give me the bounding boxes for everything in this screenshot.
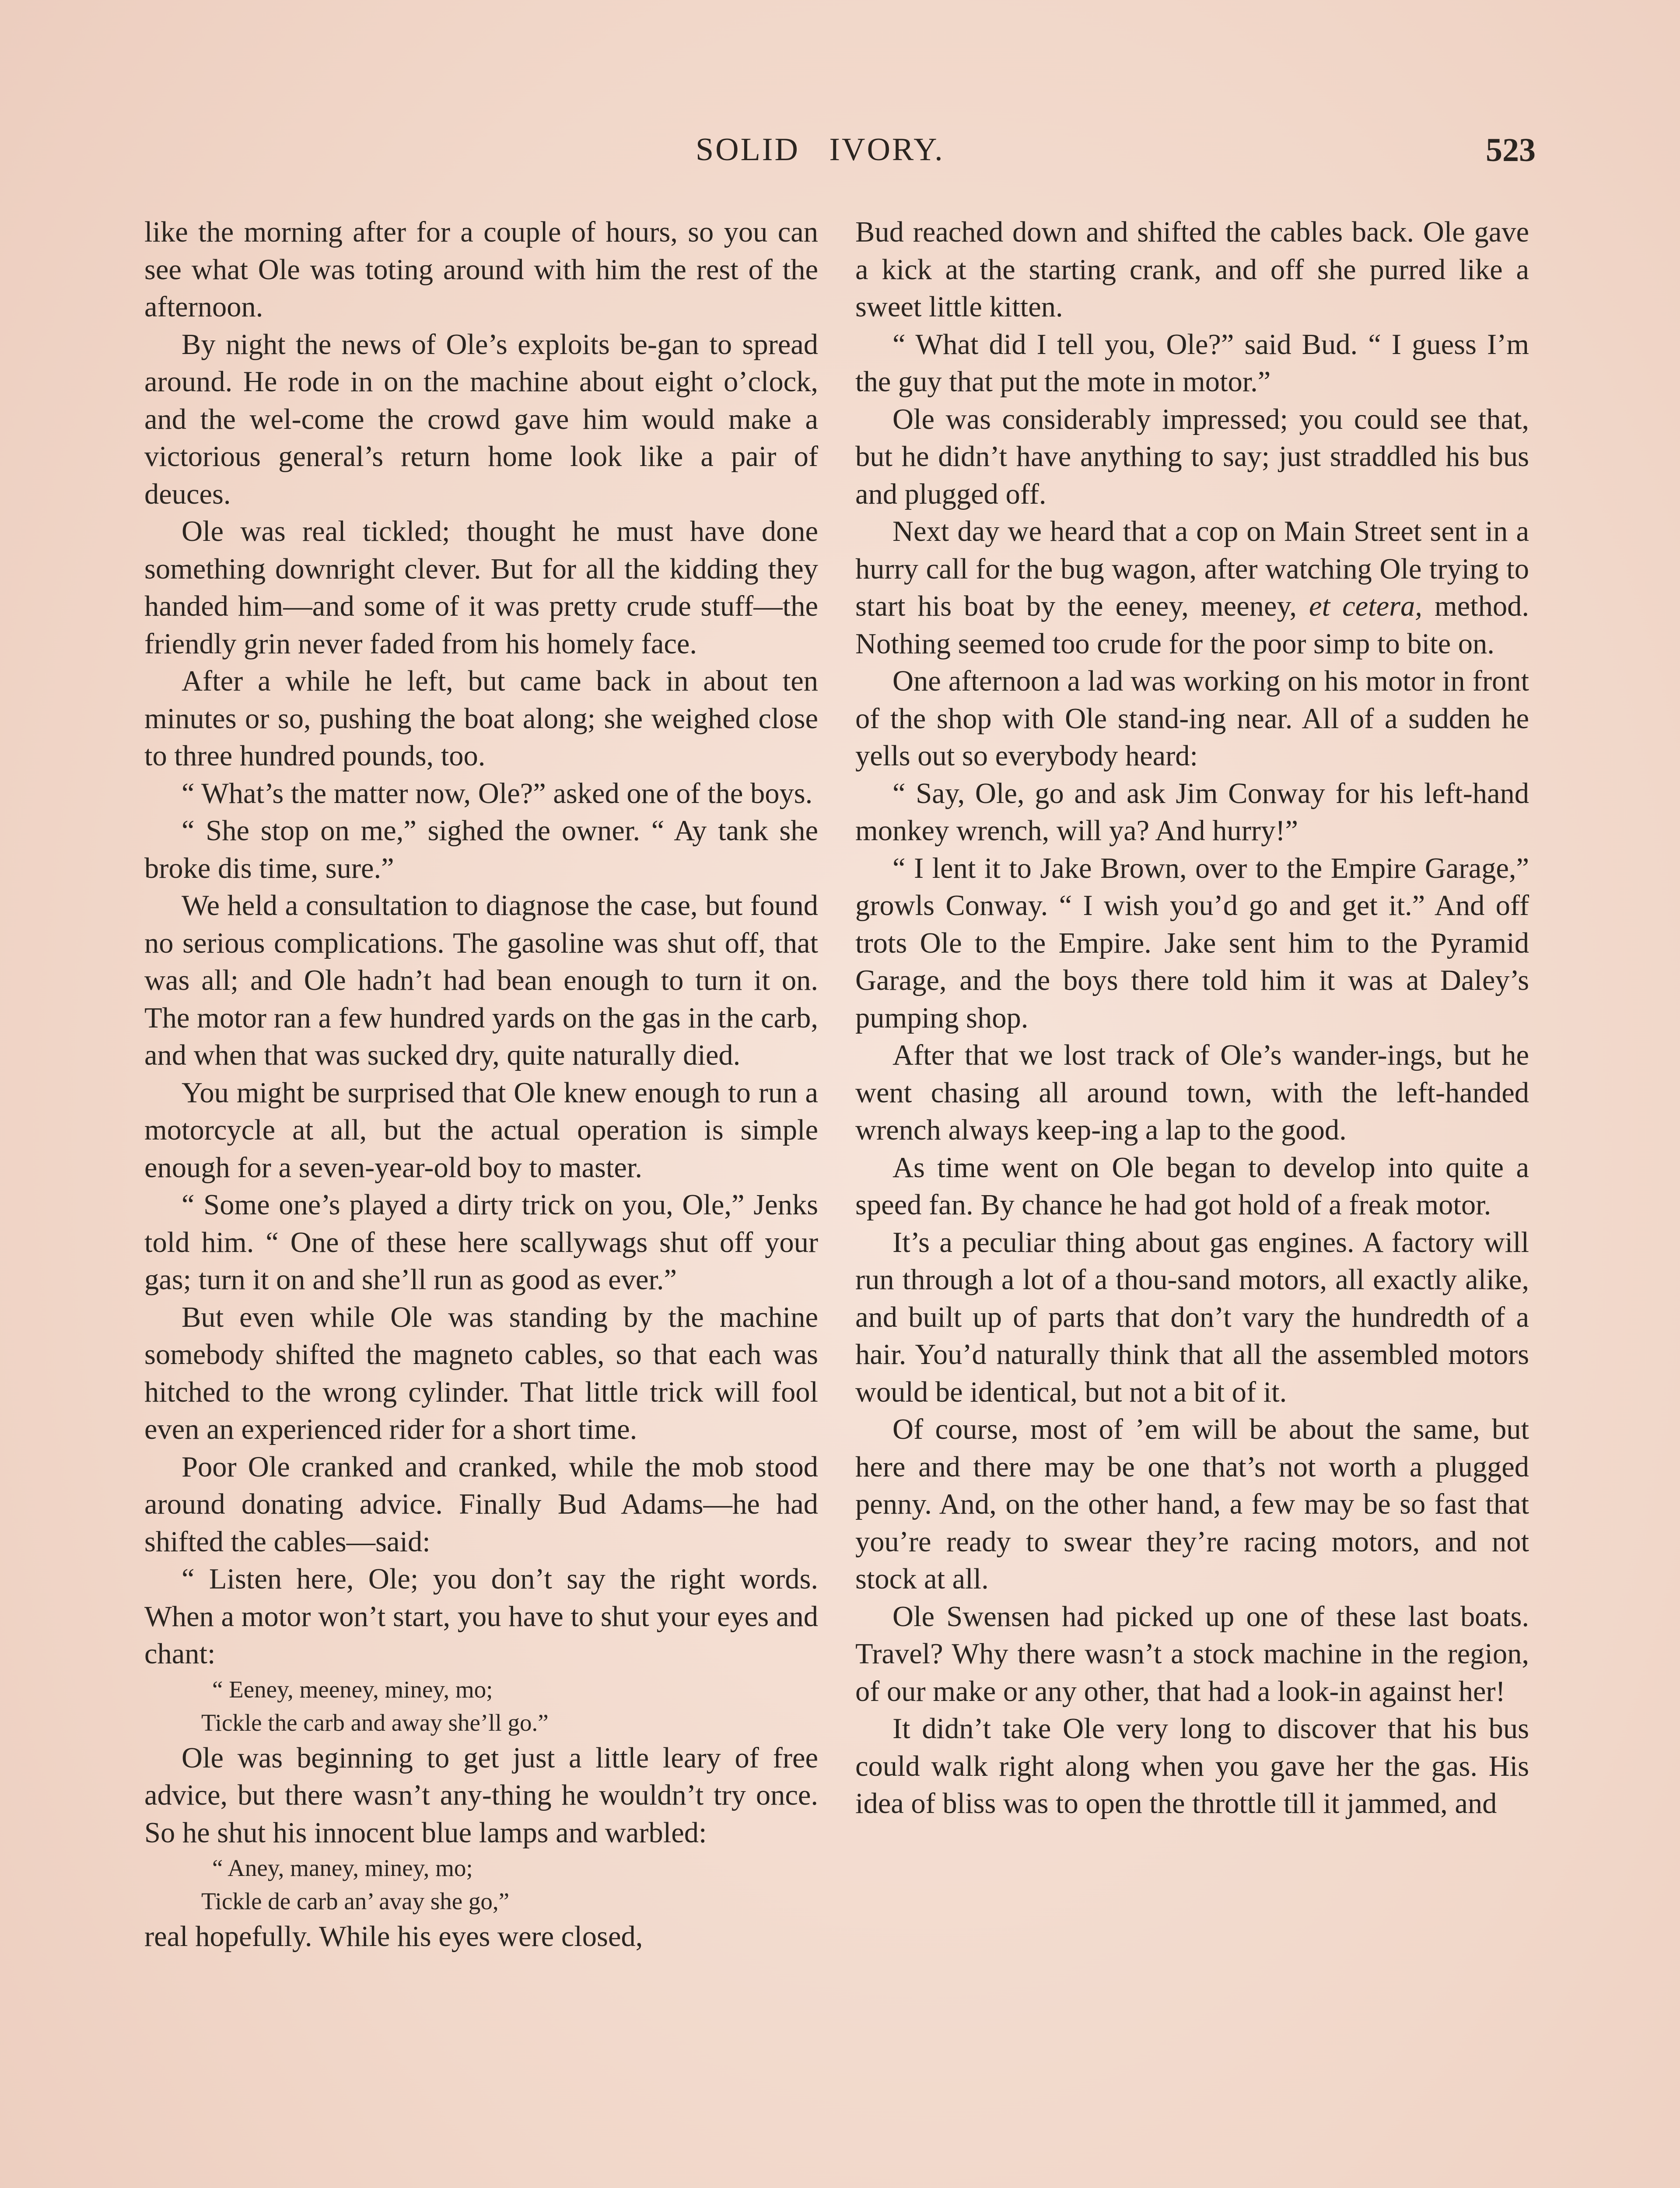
paragraph: We held a consultation to diagnose the case, but found no serious complications. The gasoline was shut off, that was all; and Ole hadn’t had bean enough to turn it on. The motor ran a few hundred yards on the gas in the carb, and when that was sucked dry, quite naturally died. bbox=[144, 890, 818, 1071]
paragraph: But even while Ole was standing by the machine somebody shifted the magneto cables, so that each was hitched to the wrong cylinder. That little trick will fool even an experienced rider for a short time. bbox=[144, 1301, 818, 1445]
paragraph bbox=[855, 513, 1529, 663]
paragraph-text: Next day we heard that a cop on Main Street sent in a hurry call for the bug wagon, after watching Ole trying to start his boat by the eeney, meeney, bbox=[855, 515, 1529, 622]
verse-line: “ Aney, maney, miney, mo; bbox=[212, 1855, 473, 1881]
left-column bbox=[144, 214, 818, 1956]
paragraph: You might be surprised that Ole knew enough to run a motorcycle at all, but the actual operation is simple enough for a seven-year-old boy to master. bbox=[144, 1076, 818, 1184]
paragraph: “ Listen here, Ole; you don’t say the right words. When a motor won’t start, you have to shut your eyes and chant: bbox=[144, 1563, 818, 1670]
paragraph: Poor Ole cranked and cranked, while the mob stood around donating advice. Finally Bud Adams—he had shifted the cables—said: bbox=[144, 1451, 818, 1558]
paragraph: Ole was beginning to get just a little leary of free advice, but there wasn’t any-thing he wouldn’t try once. So he shut his innocent blue lamps and warbled: bbox=[144, 1742, 818, 1849]
paragraph: After a while he left, but came back in about ten minutes or so, pushing the boat along; she weighed close to three hundred pounds, too. bbox=[144, 665, 818, 772]
page-header bbox=[0, 131, 1680, 175]
paragraph: Ole Swensen had picked up one of these last boats. Travel? Why there wasn’t a stock machine in the region, of our make or any other, that had a look-in against her! bbox=[855, 1600, 1529, 1708]
verse-block bbox=[201, 1851, 818, 1918]
right-column bbox=[855, 214, 1529, 1823]
paragraph: “ Say, Ole, go and ask Jim Conway for his left-hand monkey wrench, will ya? And hurry!” bbox=[855, 777, 1529, 847]
paragraph: One afternoon a lad was working on his motor in front of the shop with Ole stand-ing near. All of a sudden he yells out so everybody heard: bbox=[855, 665, 1529, 772]
italic-phrase: et cetera, bbox=[1309, 590, 1422, 622]
paragraph-text: method. Nothing seemed too crude for the poor simp to bite on. bbox=[855, 590, 1529, 660]
paragraph: After that we lost track of Ole’s wander-ings, but he went chasing all around town, with the left-handed wrench always keep-ing a lap to the good. bbox=[855, 1039, 1529, 1146]
paragraph: like the morning after for a couple of hours, so you can see what Ole was toting around with him the rest of the afternoon. bbox=[144, 216, 818, 323]
verse-line: “ Eeney, meeney, miney, mo; bbox=[212, 1676, 493, 1703]
paragraph: “ What’s the matter now, Ole?” asked one of the boys. bbox=[182, 777, 813, 810]
page-number: 523 bbox=[1486, 132, 1536, 168]
paragraph: As time went on Ole began to develop into quite a speed fan. By chance he had got hold of a freak motor. bbox=[855, 1151, 1529, 1221]
paragraph: It’s a peculiar thing about gas engines. A factory will run through a lot of a thou-sand motors, all exactly alike, and built up of parts that don’t vary the hundredth of a hair. You’d naturally think that all the assembled motors would be identical, but not a bit of it. bbox=[855, 1226, 1529, 1408]
paragraph: real hopefully. While his eyes were closed, bbox=[144, 1921, 643, 1953]
paragraph: Ole was considerably impressed; you could see that, but he didn’t have anything to say; just straddled his bus and plugged off. bbox=[855, 403, 1529, 510]
verse-line: Tickle de carb an’ avay she go,” bbox=[201, 1888, 510, 1914]
paragraph: Bud reached down and shifted the cables back. Ole gave a kick at the starting crank, and off she purred like a sweet little kitten. bbox=[855, 216, 1529, 323]
paragraph: “ She stop on me,” sighed the owner. “ Ay tank she broke dis time, sure.” bbox=[144, 815, 818, 884]
paragraph: It didn’t take Ole very long to discover that his bus could walk right along when you gave her the gas. His idea of bliss was to open the throttle till it jammed, and bbox=[855, 1713, 1529, 1820]
verse-block bbox=[201, 1673, 818, 1739]
verse-line: Tickle the carb and away she’ll go.” bbox=[201, 1709, 549, 1736]
running-title: SOLID IVORY. bbox=[696, 132, 945, 168]
paragraph: By night the news of Ole’s exploits be-gan to spread around. He rode in on the machine about eight o’clock, and the wel-come the crowd gave him would make a victorious general’s return home look like a pair of deuces. bbox=[144, 328, 818, 510]
paragraph: Of course, most of ’em will be about the same, but here and there may be one that’s not worth a plugged penny. And, on the other hand, a few may be so fast that you’re ready to swear they’re racing motors, and not stock at all. bbox=[855, 1413, 1529, 1595]
paragraph: “ I lent it to Jake Brown, over to the Empire Garage,” growls Conway. “ I wish you’d go and get it.” And off trots Ole to the Empire. Jake sent him to the Pyramid Garage, and the boys there told him it was at Daley’s pumping shop. bbox=[855, 852, 1529, 1034]
paragraph: Ole was real tickled; thought he must have done something downright clever. But for all the kidding they handed him—and some of it was pretty crude stuff—the friendly grin never faded from his homely face. bbox=[144, 515, 818, 660]
paragraph: “ Some one’s played a dirty trick on you, Ole,” Jenks told him. “ One of these here scallywags shut off your gas; turn it on and she’ll run as good as ever.” bbox=[144, 1189, 818, 1296]
paragraph: “ What did I tell you, Ole?” said Bud. “ I guess I’m the guy that put the mote in motor.” bbox=[855, 328, 1529, 398]
